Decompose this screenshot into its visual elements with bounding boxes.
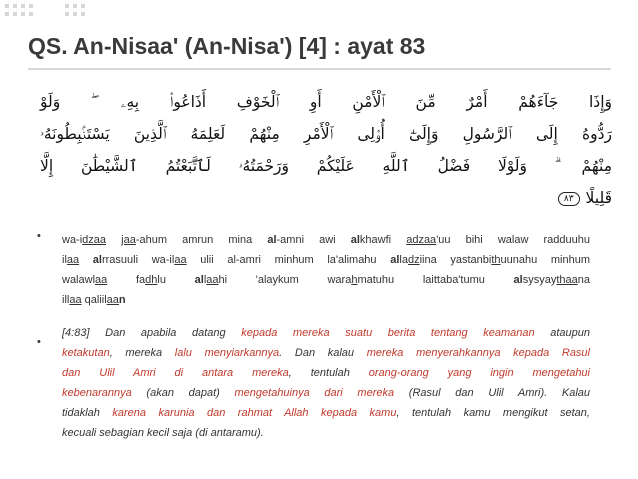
seg: l [203, 274, 207, 286]
seg: uunahu minhum [500, 254, 590, 266]
seg: . Dan kalau [279, 347, 367, 359]
translit-line-3 [62, 270, 590, 290]
highlight: kepada mereka suatu berita tentang keamanan [241, 327, 535, 339]
seg: -ahum amrun mina [135, 234, 268, 246]
arabic-line-3: مِنْهُمْ ۗ وَلَوْلَا فَضْلُ ٱللَّهِ عَلَيْكُمْ وَرَحْمَتُهُۥ لَٱتَّبَعْتُمُ ٱلشَّيْطَٰنَ إِلَّا [40, 157, 612, 175]
highlight: lalu menyiarkannya [174, 347, 280, 359]
arabic-verse [40, 86, 612, 214]
seg: n [118, 294, 126, 306]
seg: [4:83] Dan apabila datang [62, 327, 242, 339]
bullet-dot-icon: • [37, 336, 41, 348]
seg: hi 'alaykum wara [218, 274, 352, 286]
seg: aa [69, 294, 82, 306]
seg: tidaklah [62, 407, 113, 419]
seg: lu [157, 274, 195, 286]
translit-line-1 [62, 230, 590, 250]
page-title: QS. An-Nisaa' (An-Nisa') [4] : ayat 83 [28, 33, 426, 59]
arabic-line-4-text: قَلِيلًا [585, 189, 612, 207]
translit-line-2 [62, 250, 590, 270]
seg: , mereka [109, 347, 175, 359]
seg: aa [106, 294, 119, 306]
seg: il [62, 254, 67, 266]
seg: sysyay [522, 274, 557, 286]
highlight: mereka menyerahkannya kepada Rasul [366, 347, 590, 359]
transl-line-5 [62, 403, 590, 423]
seg: ataupun [534, 327, 591, 339]
verse-number-badge: ٨٣ [558, 192, 580, 206]
transliteration-item [0, 230, 590, 310]
highlight: karena karunia dan rahmat Allah kepada kamu [112, 407, 397, 419]
seg: wa-i [62, 234, 83, 246]
dot-grid-decoration [0, 0, 110, 30]
seg: matuhu laittaba'tumu [357, 274, 514, 286]
seg: la [399, 254, 408, 266]
seg: na [577, 274, 591, 286]
transl-line-1 [62, 323, 590, 343]
translation-item [0, 323, 590, 443]
seg: walawl [62, 274, 96, 286]
seg: thaa [556, 274, 578, 286]
seg: al [350, 234, 360, 246]
title-divider [28, 68, 611, 70]
highlight: kebenarannya [62, 387, 132, 399]
seg: h [351, 274, 358, 286]
content-list [0, 230, 638, 443]
seg: (Rasul dan Ulil Amri). Kalau [394, 387, 591, 399]
seg: 'uu bihi walaw radduuhu [436, 234, 590, 246]
seg: fa [107, 274, 146, 286]
seg: aa [95, 274, 108, 286]
seg: al [390, 254, 400, 266]
transl-line-3 [62, 363, 590, 383]
seg: al [513, 274, 523, 286]
seg: (akan dapat) [131, 387, 235, 399]
seg: -amni awi [276, 234, 351, 246]
seg: dzaa [82, 234, 107, 246]
seg: qaliil [81, 294, 107, 306]
seg: ulii al-amri minhum la'alimahu [186, 254, 391, 266]
seg: iina yastanbi [419, 254, 492, 266]
seg: rrasuuli wa-il [101, 254, 175, 266]
seg: kecuali sebagian kecil saja (di antaramu). [62, 427, 264, 439]
seg: aa [206, 274, 219, 286]
seg: dz [407, 254, 420, 266]
seg: , tentulah [288, 367, 369, 379]
highlight: dan Ulil Amri di antara mereka [62, 367, 289, 379]
translation-text [62, 323, 590, 443]
seg [106, 234, 121, 246]
arabic-line-1: وَإِذَا جَآءَهُمْ أَمْرٌ مِّنَ ٱلْأَمْنِ أَوِ ٱلْخَوْفِ أَذَاعُوا۟ بِهِۦ ۖ وَلَوْ [40, 93, 612, 111]
highlight: ketakutan [62, 347, 110, 359]
seg: aa [66, 254, 80, 266]
seg: , tentulah kamu mengikut setan, [396, 407, 590, 419]
transl-line-4 [62, 383, 590, 403]
transliteration-text [62, 230, 590, 310]
seg [79, 254, 93, 266]
bullet-dot-icon: • [37, 230, 41, 242]
seg: th [491, 254, 501, 266]
seg: khawfi [359, 234, 407, 246]
seg: dh [145, 274, 158, 286]
arabic-line-4 [40, 182, 612, 214]
highlight: mengetahuinya dari mereka [234, 387, 395, 399]
seg: ill [62, 294, 70, 306]
seg: adzaa [406, 234, 437, 246]
transl-line-2 [62, 343, 590, 363]
seg: al [194, 274, 204, 286]
seg: jaa [121, 234, 136, 246]
highlight: orang-orang yang ingin mengetahui [368, 367, 590, 379]
seg: al [267, 234, 277, 246]
arabic-line-2: رَدُّوهُ إِلَى ٱلرَّسُولِ وَإِلَىٰٓ أُو۟لِى ٱلْأَمْرِ مِنْهُمْ لَعَلِمَهُ ٱلَّذِينَ يَسْتَنۢبِطُونَهُۥ [40, 125, 612, 143]
transl-line-6 [62, 423, 590, 443]
seg: al [92, 254, 102, 266]
translit-line-4 [62, 290, 590, 310]
seg: aa [174, 254, 187, 266]
